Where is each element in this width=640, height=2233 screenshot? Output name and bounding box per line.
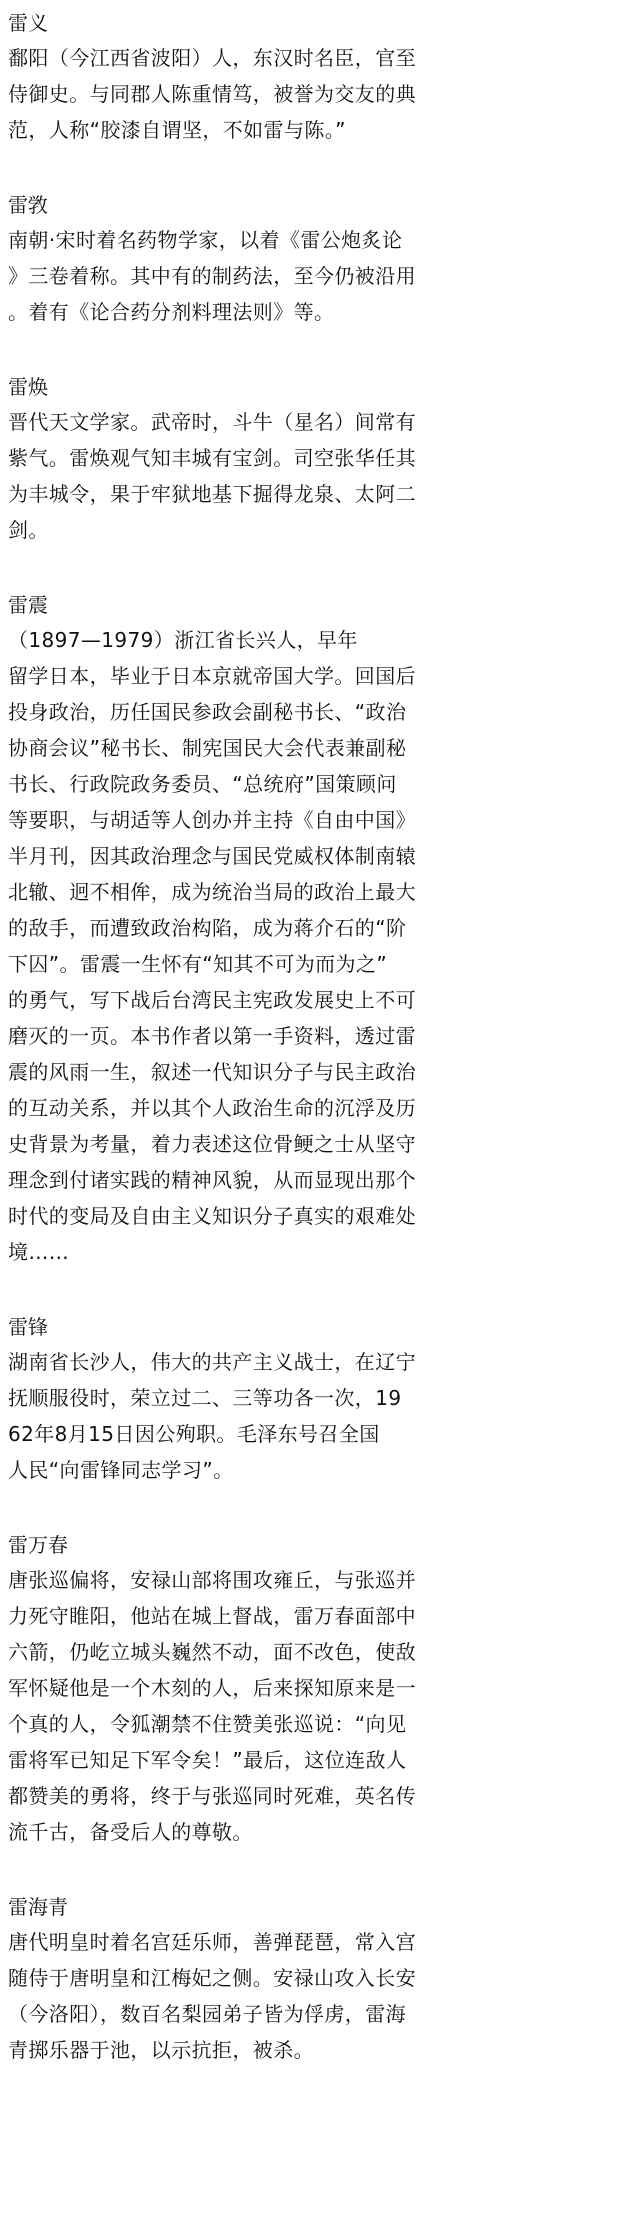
entry-text-line: 雷将军已知足下军令矣！”最后，这位连敌人 <box>8 1748 407 1772</box>
entry-text-line: （今洛阳），数百名梨园弟子皆为俘虏，雷海 <box>8 2002 406 2026</box>
entry-text-line: 境…… <box>8 1240 70 1264</box>
entry-text-line: 62年8月15日因公殉职。毛泽东号召全国 <box>8 1422 380 1446</box>
entry-text-line: 时代的变局及自由主义知识分子真实的艰难处 <box>8 1204 416 1228</box>
entry-lei-haiqing <box>8 1890 632 2068</box>
entry-text-line: 北辙、迥不相侔，成为统治当局的政治上最大 <box>8 880 416 904</box>
entry-separator <box>8 148 632 188</box>
entry-title: 雷震 <box>8 593 48 617</box>
entry-separator <box>8 1270 632 1310</box>
entry-text-line: 唐代明皇时着名宫廷乐师，善弹琵琶，常入宫 <box>8 1930 416 1954</box>
entry-separator <box>8 1850 632 1890</box>
entry-text-line: 磨灭的一页。本书作者以第一手资料，透过雷 <box>8 1024 416 1048</box>
entry-separator <box>8 1488 632 1528</box>
entry-text-line: 六箭，仍屹立城头巍然不动，面不改色，使敌 <box>8 1640 416 1664</box>
entry-text-line: 史背景为考量，着力表述这位骨鲠之士从坚守 <box>8 1132 416 1156</box>
entry-text-line: 紫气。雷焕观气知丰城有宝剑。司空张华任其 <box>8 446 416 470</box>
entry-title: 雷海青 <box>8 1895 68 1919</box>
entry-lei-xiao <box>8 188 632 330</box>
entry-title: 雷敩 <box>8 193 48 217</box>
entry-text-line: 的敌手，而遭致政治构陷，成为蒋介石的“阶 <box>8 916 407 940</box>
entry-title: 雷万春 <box>8 1533 68 1557</box>
entry-text-line: 。着有《论合药分剂料理法则》等。 <box>8 300 335 324</box>
entry-text-line: 鄱阳（今江西省波阳）人，东汉时名臣，官至 <box>8 46 416 70</box>
entry-lei-yi <box>8 6 632 148</box>
entry-text-line: 为丰城令，果于牢狱地基下掘得龙泉、太阿二 <box>8 482 416 506</box>
entry-text-line: 的互动关系，并以其个人政治生命的沉浮及历 <box>8 1096 416 1120</box>
entry-text-line: 湖南省长沙人，伟大的共产主义战士，在辽宁 <box>8 1350 416 1374</box>
entry-text-line: 等要职，与胡适等人创办并主持《自由中国》 <box>8 808 416 832</box>
entry-text-line: 书长、行政院政务委员、“总统府”国策顾问 <box>8 772 397 796</box>
entry-text-line: 协商会议”秘书长、制宪国民大会代表兼副秘 <box>8 736 407 760</box>
entry-separator <box>8 548 632 588</box>
entry-title: 雷义 <box>8 11 48 35</box>
entry-text-line: 个真的人，令狐潮禁不住赞美张巡说：“向见 <box>8 1712 407 1736</box>
entry-text-line: 投身政治，历任国民参政会副秘书长、“政治 <box>8 700 407 724</box>
entry-text-line: 侍御史。与同郡人陈重情笃，被誉为交友的典 <box>8 82 416 106</box>
entry-lei-feng <box>8 1310 632 1488</box>
entry-text-line: 随侍于唐明皇和江梅妃之侧。安禄山攻入长安 <box>8 1966 416 1990</box>
entry-text-line: 》三卷着称。其中有的制药法，至今仍被沿用 <box>8 264 416 288</box>
entry-text-line: 留学日本，毕业于日本京就帝国大学。回国后 <box>8 664 416 688</box>
entry-lei-zhen <box>8 588 632 1270</box>
entry-text-line: 剑。 <box>8 518 49 542</box>
entry-separator <box>8 330 632 370</box>
entry-text-line: 震的风雨一生，叙述一代知识分子与民主政治 <box>8 1060 416 1084</box>
entry-text-line: 流千古，备受后人的尊敬。 <box>8 1820 253 1844</box>
entry-lei-wanchun <box>8 1528 632 1850</box>
entry-text-line: 人民“向雷锋同志学习”。 <box>8 1458 234 1482</box>
entry-text-line: 青掷乐器于池，以示抗拒，被杀。 <box>8 2038 314 2062</box>
entry-text-line: 都赞美的勇将，终于与张巡同时死难，英名传 <box>8 1784 416 1808</box>
entry-text-line: （1897—1979）浙江省长兴人，早年 <box>8 628 358 652</box>
entry-text-line: 的勇气，写下战后台湾民主宪政发展史上不可 <box>8 988 416 1012</box>
entry-title: 雷锋 <box>8 1315 48 1339</box>
entry-text-line: 抚顺服役时，荣立过二、三等功各一次，19 <box>8 1386 402 1410</box>
entry-text-line: 理念到付诸实践的精神风貌，从而显现出那个 <box>8 1168 416 1192</box>
entry-text-line: 军怀疑他是一个木刻的人，后来探知原来是一 <box>8 1676 416 1700</box>
entry-text-line: 南朝·宋时着名药物学家，以着《雷公炮炙论 <box>8 228 403 252</box>
entry-lei-huan <box>8 370 632 548</box>
entry-text-line: 半月刊，因其政治理念与国民党威权体制南辕 <box>8 844 416 868</box>
entry-text-line: 唐张巡偏将，安禄山部将围攻雍丘，与张巡并 <box>8 1568 416 1592</box>
entry-text-line: 晋代天文学家。武帝时，斗牛（星名）间常有 <box>8 410 416 434</box>
entry-text-line: 力死守睢阳，他站在城上督战，雷万春面部中 <box>8 1604 416 1628</box>
entry-text-line: 范，人称“胶漆自谓坚，不如雷与陈。” <box>8 118 346 142</box>
entry-text-line: 下囚”。雷震一生怀有“知其不可为而为之” <box>8 952 388 976</box>
entry-title: 雷焕 <box>8 375 48 399</box>
